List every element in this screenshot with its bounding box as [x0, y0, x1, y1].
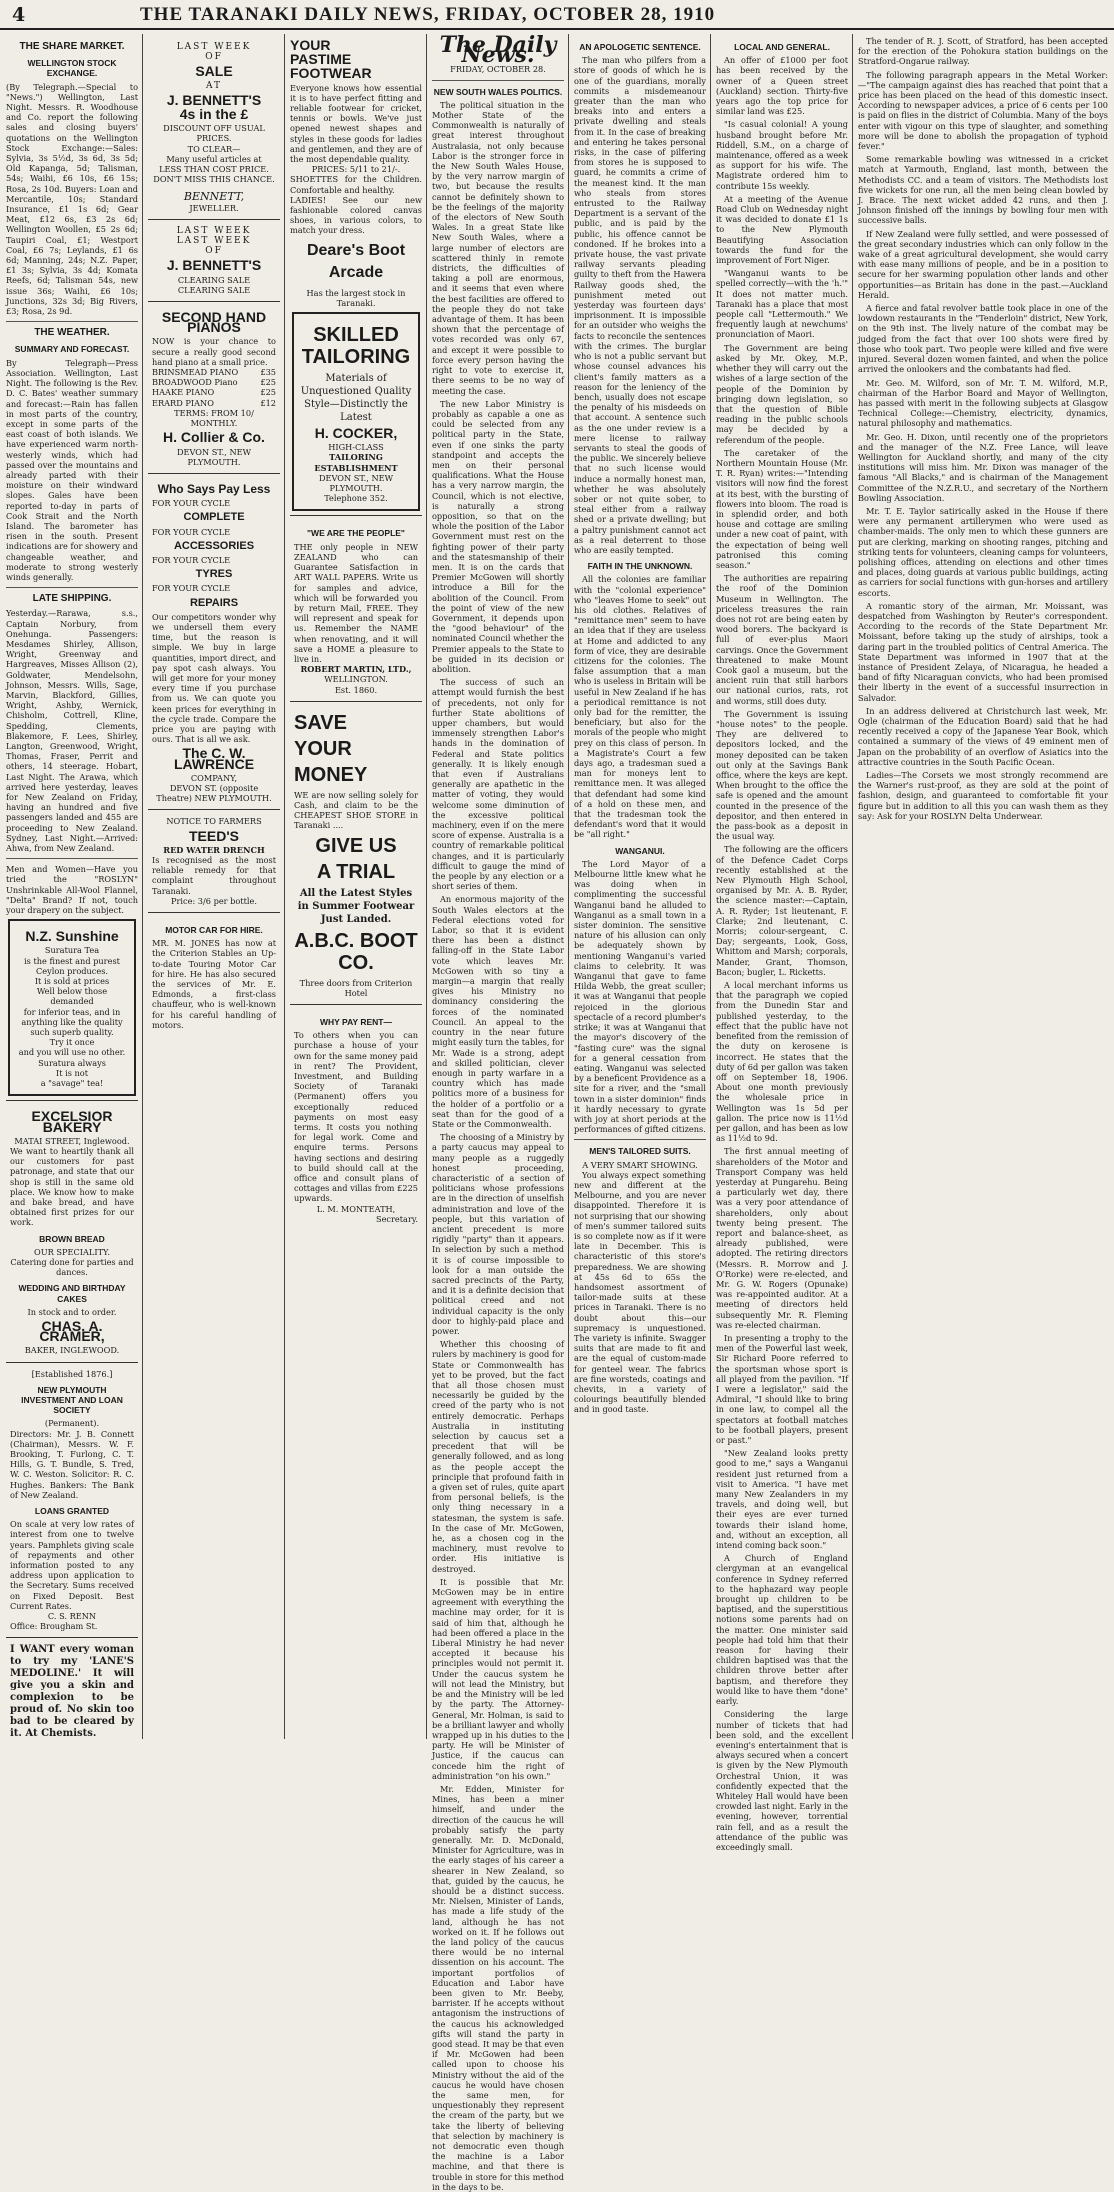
- save-line: YOUR: [294, 737, 352, 760]
- article-paragraph: You always expect something new and different at the Melbourne, and you are never disappointed. Therefore it is not surprising that our showing of men's summer tailored suits is so complete now as if it were late in December. This is characteristic of this store's preparedness. We are showing at 45s 6d to 65s the handsomest assortment of tailor-made suits at these prices in Taranaki. There is no doubt about this—our supremacy is unquestioned. The variety is infinite. Swagger suits that are made to fit and are the equal of custom-made for genteel wear. The fabrics are fine worsteds, coatings and chevits, in a variety of colourings beautifully blended and in good taste.: [574, 1169, 706, 1415]
- stock-order: In stock and to order.: [27, 1306, 117, 1317]
- news-item: A romantic story of the airman, Mr. Moissant, was despatched from Washington by Reuter's correspondent. According to the records of the State Department Mr. Moissant, before taking up the study of airships, took a daring part in the troubled politics of Central America. The State Department was informed in 1907 that at the instance of President Zelaya, of Nicaragua, he headed a band of fifty Nicaraguan convicts, who had been promised their liberty in the event of a successful insurrection in Salvador.: [858, 600, 1108, 703]
- column-ads-2: [148, 36, 280, 1736]
- news-item: If New Zealand were fully settled, and were possessed of the great secondary industries which can only follow in the wake of a great agricultural development, she would carry with ease many millions of people, and be in a position to secure for her swarming population other lands and other opportunities—as Britain has done in the past.—Auckland Herald.: [858, 228, 1108, 300]
- sale-word: SALE: [195, 63, 233, 80]
- to-clear: TO CLEAR—: [187, 143, 241, 154]
- loans-heading: LOANS GRANTED: [34, 1506, 110, 1516]
- deare-sub: Has the largest stock in Taranaki.: [306, 287, 406, 308]
- society-sub: (Permanent).: [44, 1418, 100, 1429]
- weather-heading: THE WEATHER.: [34, 327, 110, 339]
- news-item: "Wanganui wants to be spelled correctly—with the 'h.'" It does not matter much. Taranaki has a place that most people call "Lettermouth." We frequently laugh at newchums' pronunciation of Maori.: [716, 268, 848, 340]
- latest-styles: All the Latest Styles in Summer Footwear Just Landed.: [297, 887, 415, 925]
- robert-martin: ROBERT MARTIN, LTD.,: [300, 664, 412, 675]
- drench-ad: [148, 809, 280, 912]
- clearing-sale: CLEARING SALE: [177, 274, 251, 285]
- news-item: A fierce and fatal revolver battle took place in one of the lowdown restaurants in the "Tenderloin" district, New York, on the 9th inst. The lively nature of the combat may be judged from the fact that over 100 shots were fired by those who took part. Two people were killed and five were injured. Several dozen women fainted, and when the police arrived the onlookers and the combatants had fled.: [858, 303, 1108, 375]
- people-text: THE only people in NEW ZEALAND who can Guarantee Satisfaction in ART WALL PAPERS. Write us for samples and advice, which will be forwarded you by return Mail, FREE. They will represent and speak for us. Remember the NAME when renovating, and it will save a HOME a pleasure to live in.: [294, 541, 418, 664]
- bennett-name: J. BENNETT'S: [166, 257, 262, 274]
- editorial-heading: NEW SOUTH WALES POLITICS.: [433, 86, 563, 97]
- teeds-name: TEED'S: [188, 827, 239, 844]
- brown-bread: BROWN BREAD: [39, 1233, 105, 1244]
- tea-line: Suratura Tea: [44, 945, 100, 956]
- column-articles: [574, 36, 706, 1736]
- piano-row: BROADWOOD Piano £25: [152, 377, 276, 388]
- company-line: COMPANY,: [190, 772, 238, 783]
- tea-line: It is not: [55, 1067, 89, 1078]
- tea-line: and you will use no other.: [18, 1047, 126, 1058]
- editorial-paragraph: It is possible that Mr. McGowen may be in entire agreement with everything the machine may order, for it is said of him that, although he had been offered a place in the Liberal Ministry he had never accepted it because his principles would not permit it. Under the caucus system he will not lead the Ministry, but be and the Ministry will be led by the party. The Attorney-General, Mr. Holman, is said to be a brilliant lawyer and wholly wrapped up in his duties to the party. He will be Minister of Justice, if the caucus can concede him the right of administration "on his own.": [432, 1576, 564, 1781]
- weather-subheading: SUMMARY AND FORECAST.: [14, 344, 130, 355]
- news-item: Mr. Geo. H. Dixon, until recently one of the proprietors and the manager of the N.Z. Free Lance, will leave Wellington for Auckland shortly, and many of the city institutions will miss him. Mr. Dixon was manager of the famous "All Blacks," and is chairman of the Management Committee of the N.Z.R.U., and secretary of the Northern Bowling Association.: [858, 431, 1108, 503]
- clearing-sale: CLEARING SALE: [177, 284, 251, 295]
- drench-name: RED WATER DRENCH: [163, 844, 265, 855]
- skilled-tailoring: SKILLED TAILORING: [301, 324, 411, 369]
- news-item: A Church of England clergyman at an evangelical conference in Sydney referred to the haphazard way people brought up children to be baptised, and the superstitious notions some parents had on the matter. One minister said people had told him that their reason for having their children baptised was that the children throve better after baptism, and therefore they would like to have them "done" early.: [716, 1553, 848, 1707]
- tailoring-establishment: TAILORING ESTABLISHMENT: [314, 452, 398, 473]
- news-item: The tender of R. J. Scott, of Stratford, has been accepted for the erection of the Pohokura station buildings on the Stratford-Ongarue railway.: [858, 36, 1108, 67]
- pastime-line: FOOTWEAR: [290, 65, 372, 82]
- lawrence-address: DEVON ST. (opposite Theatre) NEW PLYMOUTH.: [156, 782, 272, 804]
- news-item: The following paragraph appears in the Metal Worker:—"The campaign against dies has reached that point that a price has been placed on the head of this domestic insect. According to newspaper advices, a price of 6 cents per 100 is paid on flies in the district of Columbia. Many of the boys enter with vigour on this type of slaughter, and something more will be done to abolish the propagation of typhoid fever.": [858, 69, 1108, 152]
- weather-report: By Telegraph—Press Association. Wellington, Last Night. The following is the Rev. D. C. Bates' weather summary and forecast:—Rain has fallen in most parts of the country, except in some parts of the east coast of both islands. We have experienced warm north-westerly winds, which had passed over the mountains and already parted with their moisture on their windward slopes. Gales have been reported to-day in parts of Cook Strait and the North Island. The barometer has risen in the south. Present indications are for showery and changeable weather, and moderate to strong westerly winds generally.: [6, 357, 138, 582]
- notice-farmers: NOTICE TO FARMERS: [166, 816, 262, 827]
- deare-name: Deare's Boot Arcade: [306, 241, 406, 281]
- shoettes-line: SHOETTES for the Children. Comfortable and healthy.: [290, 174, 422, 195]
- cocker-address: DEVON ST., NEW PLYMOUTH.: [318, 472, 394, 494]
- discount-line: DISCOUNT OFF USUAL PRICES.: [163, 123, 265, 144]
- cycle-line: FOR YOUR CYCLE: [152, 526, 231, 537]
- tea-brand: N.Z. Sunshine: [25, 928, 119, 945]
- news-item: An offer of £1000 per foot has been received by the owner of a Queen street (Auckland) section. Thirty-five years ago the top price for similar land was £25.: [716, 55, 848, 117]
- share-report: (By Telegraph.—Special to "News.") Wellington, Last Night. Messrs. R. Woodhouse and Co. report the following sales and closing buyers' quotations on the Wellington Stock Exchange:—Sales: Sylvia, 3s 5½d, 3s 6d, 3s 5d; Old Kapanga, 5d; Talisman, 54s; Waihi, £6 10s, £6 15s; Rosa, 2s 10d. Buyers: Loan and Mercantile, 10s; Standard Insurance, £1 1s 6d; Gear Meat, £12 6s, £3 2s 6d; Wellington Woollen, £5 2s 6d; Taupiri Coal, £1; Westport Coal, £6 7s; Leylands, £1 6s 6d; Manning, 24s; N.Z. Paper, £1 3s; Sylvia, 3s 4d; Komata Reefs, 6d; Talisman 54s, new issue 36s; Waihi, £6 10s; Junctions, 32s 3d; Big Rivers, £3; Rosa, 2s 9d.: [6, 81, 138, 317]
- news-item: Mr. T. E. Taylor satirically asked in the House if there were any permanent artillerymen who were used as chamber-maids. The only men to which these gunners are put are clerking, marking on shooting ranges, pitching and striking tents for volunteers, cleaning camps for volunteers, polishing offices, attending on elections and other times and places, doing guards at various public buildings, acting as carriers for social functions with gun-horses and artillery escorts.: [858, 505, 1108, 598]
- cocker-telephone: Telephone 352.: [324, 493, 388, 504]
- news-item: The Government are being asked by Mr. Okey, M.P., whether they will carry out the wishes of a large section of the people of the Dominion by bringing down legislation, so that the question of Bible reading in the public schools may be decided by a referendum of the people.: [716, 342, 848, 445]
- motor-heading: MOTOR CAR FOR HIRE.: [165, 925, 263, 936]
- news-item: At a meeting of the Avenue Road Club on Wednesday night it was decided to donate £1 1s to the New Plymouth Beautifying Association towards the fund for the improvement of Fort Niger.: [716, 193, 848, 266]
- pastime-line: PASTIME: [290, 51, 352, 68]
- wallpaper-ad: [290, 515, 422, 700]
- catering-line: Catering done for parties and dances.: [10, 1256, 134, 1278]
- of-text: OF: [205, 246, 223, 257]
- why-pay-text: To others when you can purchase a house of your own for the same money paid in rent? The Provident, Investment, and Building Society of Taranaki (Permanent) offers you exceptionally reduced payments on most easy terms. It costs you nothing for legal work. Come and enquire terms. Persons having sections and desiring to build should call at the office and consult plans of cottages and villas from £225 upwards.: [294, 1030, 418, 1204]
- piano-row: ERARD PIANO £12: [152, 397, 276, 408]
- give-us: GIVE US: [315, 834, 397, 857]
- society-directors: Directors: Mr. J. B. Connett (Chairman), Messrs. W. F. Brooking, T. Furlong, C. T. Hills, G. T. Bundle, S. Tred, W. C. Weston. Solicitor: R. C. Hughes. Bankers: The Bank of New Zealand.: [10, 1428, 134, 1500]
- editorial-paragraph: Whether this choosing of rulers by machinery is good for State or Commonwealth has yet to be proved, but the fact that all those chosen must necessarily be guided by the creed of the party who is not entirely democratic. Perhaps Australia in instituting selection by caucus set a precedent that will be generally followed, and as long as the people accept the principle that profound faith in a given set of rules, quite apart from personal beliefs, is the only thing necessary in a statesman, the system is safe. In the case of Mr. McGowen, he, as a chosen cog in the machinery, must revolve to order. His initiative is destroyed.: [432, 1339, 564, 1574]
- established-line: Est. 1860.: [334, 684, 378, 695]
- article-paragraph: The man who pilfers from a store of goods of which he is one of the guardians, morally commits a misdemeanour greater than the man who breaks into and enters a private dwelling and steals from it. In the case of breaking and entering he takes personal risks, in the case of pilfering from stores he is supposed to guard, he commits a crime of the meanest kind. It the man who steals from stores entrusted to the Railway Department is a servant of the public, and is paid by the public, his offence cannot be condoned. If he brokes into a private house, the vast private railway servants pleading guilty to theft from the Hawera Railway goods shed, the punishment meted out yesterday was fourteen days' imprisonment. It is impossible for an outsider who weighs the facts to reconcile the sentences with the crimes. The burglar who is not a public servant but whose counsel advances his client's family matters as a reason for the leniency of the bench, usually does not escape the penalty of his misdeeds on that account. A sentence such as the one under review is a mere license to railway servants to steal the goods of the public. We sincerely believe that no such license would induce a normally honest man, whether he was absolutely sober or not quite sober, to steal either from a railway shed or a private dwelling; but a paltry punishment cannot act as a real deterrent to those who are easily tempted.: [574, 55, 706, 555]
- pound-offer: 4s in the £: [179, 106, 249, 123]
- page-number: 4: [12, 4, 26, 26]
- column-rule: [284, 34, 285, 1739]
- wellington-line: WELLINGTON.: [324, 674, 388, 685]
- bakery-name: EXCELSIOR BAKERY: [31, 1108, 113, 1135]
- society-office: Office: Brougham St.: [10, 1621, 98, 1632]
- lawrence-name: The C. W. LAWRENCE: [173, 745, 255, 772]
- news-item: In presenting a trophy to the men of the Powerful last week, Sir Richard Poore referred to the sportsman whose sport is all played from the pavilion. "If I were a legislator," said the Admiral, "I should like to bring in one law, to compel all the spectators at football matches to be football players, present or past.": [716, 1332, 848, 1446]
- save-line: SAVE: [294, 711, 347, 734]
- column-local-general: [716, 36, 848, 1852]
- masthead: [0, 0, 1114, 30]
- column-rule: [568, 34, 569, 1739]
- people-heading: "WE ARE THE PEOPLE": [307, 528, 405, 539]
- article-paragraph: The Lord Mayor of a Melbourne little knew what he was doing when in complimenting the successful Wanganui band he alluded to Wanganui as a small town in a sister dominion. The sensitive nature of his allusion can only be adequately shown by mentioning Wanganui's varied claims to celebrity. It was Wanganui that gave to fame Hilda Webb, the great sculler; it was at Wanganui that people rejoiced in the glorious spectacle of a record plumber's strike; it was at Wanganui that the mayor's discovery of the "fasting cure" was the signal for a general cessation from eating. Wanganui was selected by a beneficent Providence as a site for a river, and the "small town in a sister dominion" finds it hardly necessary to gyrate with joy at short periods at the performances of gifted citizens.: [574, 858, 706, 1135]
- tea-line: It is sold at prices: [34, 976, 110, 987]
- a-trial: A TRIAL: [316, 860, 396, 883]
- news-item: A local merchant informs us that the paragraph we copied from the Dunedin Star and published yesterday, to the effect that the public have not benefited from the remission of the duty on kerosene is incorrect. He states that the duty of 6d per gallon was taken off on September 18, 1906. About one month previously the wholesale price in Wellington was 1s 5d per gallon. The price now is 11½d per gallon, and has been as low as 11½d to 9d.: [716, 980, 848, 1144]
- pianos-text: NOW is your chance to secure a really good second hand piano at a small price.: [152, 336, 276, 367]
- pianos-ad: [148, 301, 280, 473]
- piano-row: HAAKE PIANO £25: [152, 387, 276, 398]
- prices-line: PRICES: 5/11 to 21/-.: [311, 164, 401, 175]
- article-heading: MEN'S TAILORED SUITS.: [589, 1146, 691, 1157]
- tea-line: Well below those demanded: [36, 986, 108, 1007]
- news-item: The authorities are repairing the roof of the Dominion Museum in Wellington. The priceless treasures the rain does not rot are being eaten by wood borers. The backyard is full of ever-plus Maori carvings. Once the Government threatened to make Mount Cook gaol a museum, but the ancient ruin that still harbors our national curios, rats, rot and worms, still does duty.: [716, 573, 848, 706]
- article-subheading: A VERY SMART SHOWING.: [582, 1159, 698, 1170]
- tailoring-text: Materials of Unquestioned Quality Style—Distinctly the Latest: [300, 373, 412, 424]
- jeweller: JEWELLER.: [189, 202, 239, 213]
- dont-miss: DON'T MISS THIS CHANCE.: [153, 174, 275, 185]
- at-text: AT: [205, 80, 222, 91]
- last-week: LAST WEEK: [176, 236, 252, 247]
- of-text: OF: [205, 52, 223, 63]
- news-item: The caretaker of the Northern Mountain House (Mr. T. R. Ryan) writes:—"Intending visitors will now find the forest at its best, with the bursting of flowers into bloom. The road is in splendid order, and both house and cottage are smiling under a new coat of paint, with the expectation of being well patronised this coming season.": [716, 447, 848, 570]
- column-share-market: [6, 36, 138, 1740]
- share-market-heading: THE SHARE MARKET.: [19, 41, 125, 52]
- cycle-line: COMPLETE: [183, 511, 245, 524]
- article-heading: WANGANUI.: [615, 845, 665, 856]
- tea-line: anything like the quality: [21, 1016, 123, 1027]
- shipping-report: Yesterday.—Rarawa, s.s., Captain Norbury, from Onehunga. Passengers: Mesdames Shirley, Allison, Wright, Greenway and Hargreaves, Misses Allison (2), Goldwater, Mendelsohn, Johnson, Messrs. Wills, Sage, Marvin, Blackford, Gillies, Wright, Ashby, Wernick, Chisholm, Cottrell, Kline, Spedding, Clements, Blakemore, F. Lees, Shirley, Langton, Greenwood, Wright, Thomas, Fraser, Perrit and others, 14 steerage. Hobart, Last Night. The Arawa, which arrived here yesterday, leaves for New Zealand on Friday, having an hundred and five passengers landed and 455 are proceeding to New Zealand. Sydney, Last Night.—Arrived: Ahwa, from New Zealand.: [6, 608, 138, 854]
- established: [Established 1876.]: [31, 1368, 113, 1379]
- tailoring-ad: [292, 312, 420, 511]
- who-says-heading: Who Says Pay Less: [157, 481, 271, 496]
- pastime-text: Everyone knows how essential it is to have perfect fitting and reliable footwear for cricket, tennis or bowls. We've just opened newest shapes and styles in these goods for ladies and gentlemen, and they are of the most dependable quality.: [290, 82, 422, 165]
- motor-ad: [148, 912, 280, 1036]
- abc-sub: Three doors from Criterion Hotel: [299, 977, 413, 998]
- news-item: Some remarkable bowling was witnessed in a cricket match at Yarmouth, England, last month, between the Methodists CC. and a team of visitors. The Methodists lost five wickets for one run, all the men being clean bowled by J. Brace. The next wicket added 42 runs, and then J. Johnson finished off the innings by bowling four men with successive balls.: [858, 154, 1108, 226]
- piano-row: BRINSMEAD PIANO £35: [152, 367, 276, 378]
- baker-name: CHAS. A. CRAMER,: [39, 1317, 105, 1345]
- cycle-line: FOR YOUR CYCLE: [152, 554, 231, 565]
- column-rule: [142, 34, 143, 1739]
- clearing-sale-ad: [148, 219, 280, 301]
- investment-society-ad: [6, 1362, 138, 1638]
- our-speciality: OUR SPECIALITY.: [34, 1246, 110, 1257]
- editorial-date: FRIDAY, OCTOBER 28.: [450, 64, 546, 75]
- editorial-paragraph: The political situation in the Mother State of the Commonwealth is naturally of great interest throughout Australasia, not only because Labor is the stronger force in the New South Wales House, by the very narrow margin of two, but because the results cannot be definitely shown to be the feelings of the majority of the electors of New South Wales. In a great State like New South Wales, where a large number of electors are scattered thinly in remote districts, the difficulties of taking a poll are enormous, and it seems that even where the best facilities are offered to the people they do not take advantage of them. It has been shown that the percentage of votes recorded was only 67, and except it were possible to force every person having the right to vote to exercise it, there seems to be no way of meeting the case.: [432, 99, 564, 396]
- tea-line: Try it once: [49, 1037, 95, 1048]
- article-paragraph: All the colonies are familiar with the "colonial experience" who "leaves Home to seek" out his old clothes. Relatives of "remittance men" seem to have an idea that if they are useless at Home and addicted to any form of vice, they are desirable citizens for the colonies. The false assumption that a man who is useless in Britain will be useful in New Zealand if he has a periodical remittance is not only bad for the remitter, the beneficiary, but also for the morals of the people who might prey on this class of person. In a Magistrate's Court a few days ago, a tradesman sued a man for moneys lent to remittance men. It was alleged that defendant had some kind of a hold on these men, and that the tradesman took the defendant's word that it would be "all right.": [574, 574, 706, 840]
- medoline-ad: I WANT every woman to try my 'LANE'S MEDOLINE.' It will give you a skin and complexion to be proud of. No skin too bad to be cleared by it. At Chemists.: [6, 1637, 138, 1746]
- bakery-address: MATAI STREET, Inglewood.: [14, 1135, 130, 1146]
- building-society-ad: [290, 1004, 422, 1230]
- last-week: LAST WEEK: [176, 225, 252, 236]
- pastime-ad: [290, 37, 422, 308]
- cycle-ad: [148, 473, 280, 809]
- suratura-tea-ad: [8, 919, 136, 1096]
- cycle-line: REPAIRS: [189, 596, 239, 609]
- ladies-line: LADIES! See our new fashionable colored canvas shoes, in various colors, to match your dress.: [290, 194, 422, 236]
- article-heading: FAITH IN THE UNKNOWN.: [587, 561, 693, 572]
- news-item: Considering the large number of tickets that had been sold, and the excellent evening's entertainment that is always secured when a concert is given by the New Plymouth Orchestral Union, it was confidently expected that the Whiteley Hall would have been crowded last night. Early in the evening, however, torrential rain fell, and as a result the attendance of the public was exceedingly small.: [716, 1709, 848, 1852]
- news-item: The Government is issuing "house notes" to the people. They are delivered to depositors locked, and the money deposited can be taken out only at the Savings Bank office, where the keys are kept. When brought to the office the safe is opened and the amount counted in the presence of the depositor, and then entered in the pass-book as a deposit in the usual way.: [716, 708, 848, 842]
- column-rule: [852, 34, 853, 1739]
- motor-text: MR. M. JONES has now at the Criterion Stables an Up-to-date Touring Motor Car for hire. He has also secured the services of Mr. E. Edmonds, a first-class chauffeur, who is well-known for his careful handling of motors.: [152, 938, 276, 1030]
- high-class: HIGH-CLASS: [328, 442, 384, 453]
- editorial-paragraph: An enormous majority of the South Wales electors at the Federal elections voted for Labor, so that it is evident there has been a distinct falling-off in the State Labor vote which leaves Mr. McGowen with so tiny a margin—a margin that really gives his Ministry no dominancy considering the forces of the nominated Council. An appeal to the country in the near future might easily turn the tables, for Mr. Wade is a strong, adept and skilled politician, clever enough in party warfare in a country which has made politics more of a business for the holder of a portfolio or a seat than for the good of a State or the Commonwealth.: [432, 894, 564, 1129]
- abc-name: A.B.C. BOOT CO.: [294, 929, 418, 974]
- news-item: "Is casual colonial! A young husband brought before Mr. Riddell, S.M., on a charge of maintenance, offered as a week as support for his wife. The Magistrate ordered him to contribute 15s weekly.: [716, 119, 848, 191]
- monteath-name: L. M. MONTEATH,: [316, 1203, 396, 1214]
- news-item: The following are the officers of the Defence Cadet Corps recently established at the New Plymouth High School, organised by Mr. A. B. Ryder, the science master:—Captain, A. R. Ryder; 1st lieutenant, F. Clarke; 2nd lieutenant, C. Morris; colour-sergeant, C. Day; sergeants, Look, Goss, Whittom and Marsh; corporals, Mander, Grant, Thomson, Bacon; bugler, L. Ricketts.: [716, 844, 848, 977]
- column-ads-3: [290, 36, 422, 1736]
- editorial-paragraph: Mr. Edden, Minister for Mines, has been a miner himself, and under the direction of the caucus he will probably satisfy the party generally. Mr. D. McDonald, Minister for Agriculture, was in the early stages of his career a shearer in New Zealand, so that, guided by the caucus, he should be a distinct success. Mr. Nielsen, Minister of Lands, has made a life study of the land, although he has not worked on it. If he follows out the land policy of the caucus there would be no internal dissention on his account. The important portfolios of Education and Labor have been given to Mr. Beeby, barrister. If he accepts without antagonism the instructions of the caucus his acknowledged gifts will stand the party in good stead. It may be that even if Mr. McGowen had been called upon to choose his Ministry without the aid of the caucus he would have chosen the same men, for unquestionably they represent the cream of the party, but we take the liberty of believing that selection by machinery is not democratic even though the machine is a Labor machine, and that there is trouble in store for this method in the days to be.: [432, 1783, 564, 2192]
- bennett-signature: BENNETT,: [183, 190, 245, 204]
- bakery-text: We want to heartily thank all our customers for past patronage, and state that our shop is still in the same old place. We know how to make and bake bread, and have obtained first prizes for our work.: [10, 1145, 134, 1228]
- daily-news-title: The Daily News.: [439, 32, 557, 69]
- pianos-heading: SECOND HAND PIANOS: [161, 309, 267, 336]
- stock-exchange-heading: WELLINGTON STOCK EXCHANGE.: [27, 58, 117, 79]
- wedding-cakes: WEDDING AND BIRTHDAY CAKES: [18, 1283, 126, 1304]
- loans-text: On scale at very low rates of interest from one to twelve years. Pamphlets giving scale of repayments and other information posted to any address upon application to the Secretary. Sums received on Fixed Deposit. Best Current Rates.: [10, 1519, 134, 1611]
- drench-price: Price: 3/6 per bottle.: [170, 895, 258, 906]
- editorial-paragraph: The success of such an attempt would furnish the best of precedents, not only for further State abolitions of upper chambers, but would immensely strengthen Labor's hands in the domination of Federal and State politics generally. It is likely enough that even if Australians generally are apathetic in the matter of voting, they would welcome some diminution of the excessive political machinery, even if on the mere score of expense. Australia is a country of remarkable political changes, and it is particularly difficult to gauge the mind of the people by any election or a short series of them.: [432, 677, 564, 892]
- tea-line: is the finest and purest: [24, 955, 120, 966]
- society-secretary: C. S. RENN: [47, 1611, 97, 1622]
- cycle-line: ACCESSORIES: [173, 539, 255, 552]
- bennett-sale-ad: [148, 36, 280, 219]
- monteath-title: Secretary.: [375, 1213, 418, 1224]
- cocker-name: H. COCKER,: [314, 425, 398, 442]
- news-item: "New Zealand looks pretty good to me," says a Wanganui resident just returned from a visit to America. "I have met many New Zealanders in my travels, and doing well, but their eyes are ever turned towards their island home, and, without an exception, all intend coming back soon.": [716, 1448, 848, 1551]
- bakery-ad: [6, 1100, 138, 1361]
- shipping-heading: LATE SHIPPING.: [32, 593, 112, 605]
- cycle-text: Our competitors wonder why we undersell them every time, but the reason is simple. We buy in large quantities, import direct, and pay spot cash always. You will get more for your money every time if you purchase from us. We can quote you keen prices for everything in the cycle trade. Compare the price you are paying with ours. That is all we ask.: [152, 611, 276, 745]
- editorial-paragraph: The new Labor Ministry is probably as capable a one as could be selected from any political party in the State, even if one sinks the party standpoint and accepts the men on their personal qualifications. What the House has a very narrow margin, the Council, which is not elective, is naturally a strong opposition, so that on the whole the position of the Labor Government must rest on the fighting power of their party and the statesmanship of their men. It is on the cards that Premier McGowen will shortly introduce a Bill for the abolition of the Council. From the point of view of the new Government, it depends upon the "good behaviour" of the nominated Council whether the Premier appeals to the State to be guided in its decision or abolition.: [432, 398, 564, 674]
- abc-boot-ad: [290, 701, 422, 1004]
- collier-name: H. Collier & Co.: [163, 429, 265, 446]
- pastime-line: YOUR: [290, 37, 331, 53]
- newspaper-title: THE TARANAKI DAILY NEWS, FRIDAY, OCTOBER 28, 1910: [140, 4, 716, 25]
- tea-line: for inferior teas, and in: [23, 1006, 121, 1017]
- piano-terms: TERMS: FROM 10/ MONTHLY.: [174, 407, 254, 429]
- tea-line: Ceylon produces.: [36, 965, 108, 976]
- cost-price: LESS THAN COST PRICE.: [159, 164, 269, 175]
- tea-line: Suratura always: [38, 1057, 106, 1068]
- column-editorial: [432, 32, 564, 2192]
- bennett-name: J. BENNETT'S: [166, 91, 262, 108]
- cash-text: WE are now selling solely for Cash, and claim to be the CHEAPEST SHOE STORE in Taranaki ....: [294, 789, 418, 831]
- column-rule: [710, 34, 711, 1739]
- society-name: NEW PLYMOUTH INVESTMENT AND LOAN SOCIETY: [21, 1384, 123, 1416]
- cycle-line: FOR YOUR CYCLE: [152, 498, 231, 509]
- local-general-heading: LOCAL AND GENERAL.: [734, 42, 830, 52]
- news-item: Mr. Geo. M. Wilford, son of Mr. T. M. Wilford, M.P., chairman of the Harbor Board and Mayor of Wellington, has passed with merit in the following subjects at Glasgow Technical College:—Chemistry, electricity, dynamics, natural philosophy and mathematics.: [858, 377, 1108, 429]
- tea-line: such superb quality.: [30, 1027, 114, 1038]
- tea-line: a "savage" tea!: [40, 1078, 104, 1089]
- cycle-line: FOR YOUR CYCLE: [152, 583, 231, 594]
- baker-trade: BAKER, INGLEWOOD.: [24, 1345, 120, 1356]
- useful-articles: Many useful articles at: [166, 153, 262, 164]
- cycle-line: TYRES: [195, 568, 233, 581]
- editorial-paragraph: The choosing of a Ministry by a party caucus may appeal to many people as a ruggedly honest proceeding, characteristic of a section of politicians whose professions are in the direction of unselfish administration and love of the people, but this variation of ancient precedent is more rigidly "party" than it appears. In selection by such a method it is of course impossible to look for a man outside the sacred precincts of the Party, and it is a definite decision that political creed and not individual capacity is the only door to highly-paid place and power.: [432, 1132, 564, 1336]
- news-item: The first annual meeting of shareholders of the Motor and Transport Company was held yesterday at Pungarehu. Being a particularly wet day, there was a very poor attendance of shareholders, only about twenty being present. The report and balance-sheet, as already published, were adopted. The retiring directors (Messrs. R. Morrow and J. O'Rorke) were re-elected, and Mr. G. W. Rogers (Opunake) was re-appointed auditor. At a meeting of directors held subsequently Mr. R. Fleming was re-elected chairman.: [716, 1146, 848, 1330]
- news-item: Ladies—The Corsets we most strongly recommend are the Warner's rust-proof, as they are sold at the point of fashion, design, and guaranteed to comfortable fit your figure but in addition to all this you can wash them as they say: Ask for your ROSLYN Delta Underwear.: [858, 770, 1108, 821]
- collier-address: DEVON ST., NEW PLYMOUTH.: [176, 446, 252, 467]
- drench-text: Is recognised as the most reliable remedy for that complaint throughout Taranaki.: [152, 855, 276, 896]
- column-news-continued: [858, 36, 1108, 1736]
- save-line: MONEY: [294, 763, 368, 786]
- last-week: LAST WEEK: [176, 42, 252, 52]
- article-heading: AN APOLOGETIC SENTENCE.: [579, 42, 701, 52]
- why-pay-heading: WHY PAY RENT—: [320, 1016, 392, 1027]
- news-item: In an address delivered at Christchurch last week, Mr. Ogle (chairman of the Education Board) said that he had recently received a copy of the Japanese Year Book, which contained a summary of the views of 49 eminent men of Japan on the probability of an overflow of Asiatics into the attractive countries in the South Pacific Ocean.: [858, 705, 1108, 767]
- column-rule: [426, 34, 427, 1739]
- roslyn-notice: Men and Women—Have you tried the "ROSLYN" Unshrinkable All-Wool Flannel, "Delta" Brand? If not, touch your drapery on the subject.: [6, 864, 138, 916]
